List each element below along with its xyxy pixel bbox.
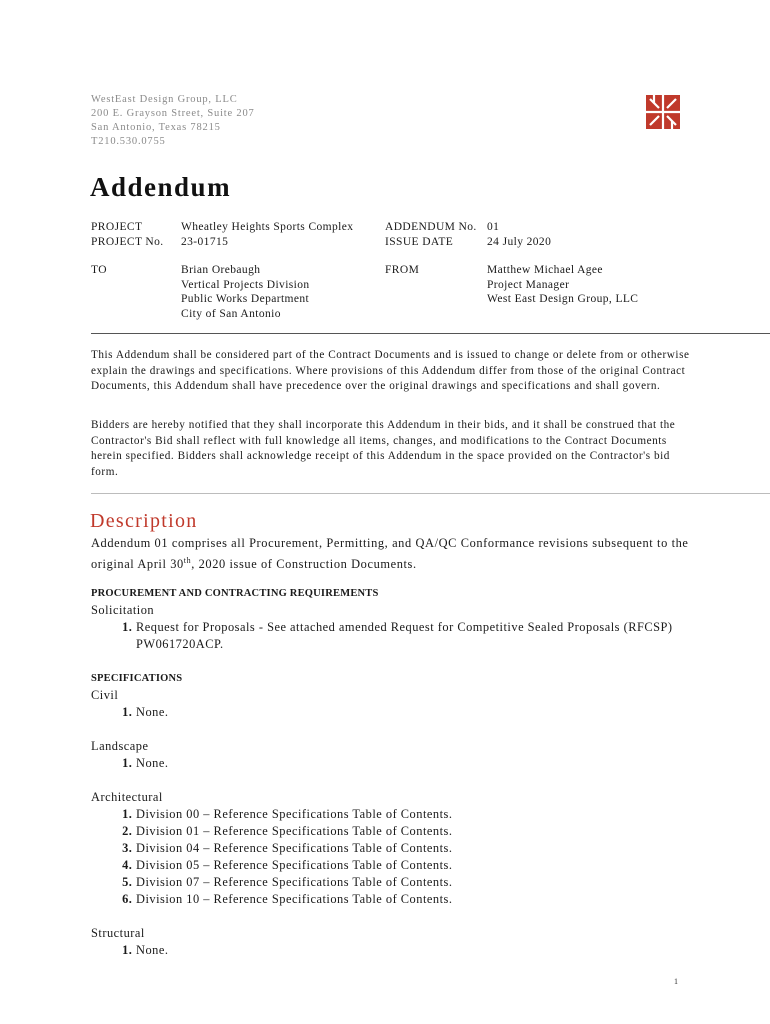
addendum-values [487,220,551,249]
project-label: PROJECT [91,221,143,233]
header-divider [91,333,770,334]
list-item: 3. Division 04 – Reference Specifications Table of Contents. [136,840,711,857]
procurement-heading: PROCUREMENT AND CONTRACTING REQUIREMENTS [91,588,379,599]
page-number: 1 [674,977,678,986]
civil-subheading: Civil [91,688,119,702]
description-title: Description [90,510,198,532]
architectural-subheading: Architectural [91,790,163,804]
civil-list [91,704,711,721]
from-line: Project Manager [487,278,570,291]
architectural-list [91,806,711,908]
westeast-logo-icon [646,95,680,129]
addendum-no-label: ADDENDUM No. [385,221,477,233]
list-item: 2. Division 01 – Reference Specifications Table of Contents. [136,823,711,840]
addendum-labels [385,220,477,249]
list-item: 1. None. [136,942,711,959]
addendum-body [91,585,711,959]
project-labels [91,220,164,249]
to-line: Public Works Department [181,293,310,305]
project-number: 23-01715 [181,235,229,248]
issue-date-label: ISSUE DATE [385,235,454,248]
solicitation-subheading: Solicitation [91,603,155,617]
to-line: Vertical Projects Division [181,278,310,291]
from-label: FROM [385,264,420,276]
intro-paragraph: Bidders are hereby notified that they shall incorporate this Addendum in their bids, and it shall be construed that the Contractor's Bid shall reflect with full knowledge all items, changes, and modifications to the Contract Documents herein specified. Bidders shall acknowledge receipt of this Addendum in the space provided on the Contractor's bid form. [91,419,676,478]
list-item: 1. None. [136,704,711,721]
from-line: West East Design Group, LLC [487,293,639,305]
solicitation-list [91,619,711,653]
list-item: 1. Division 00 – Reference Specifications Table of Contents. [136,806,711,823]
company-name: WestEast Design Group, LLC [91,94,238,105]
from-line: Matthew Michael Agee [487,264,603,276]
issue-date: 24 July 2020 [487,235,552,248]
specifications-heading: SPECIFICATIONS [91,673,183,684]
to-recipient [181,263,310,321]
project-no-label: PROJECT No. [91,235,164,248]
list-item: 1. None. [136,755,711,772]
section-divider [91,493,770,494]
description-intro [91,535,691,573]
list-item: 6. Division 10 – Reference Specifications Table of Contents. [136,891,711,908]
structural-subheading: Structural [91,926,145,940]
letterhead-address [91,93,255,149]
to-line: City of San Antonio [181,307,281,320]
project-values [181,220,353,249]
to-line: Brian Orebaugh [181,264,261,276]
phone-number: T210.530.0755 [91,136,166,147]
from-sender [487,263,638,307]
addendum-number: 01 [487,221,500,233]
landscape-list [91,755,711,772]
document-title: Addendum [90,172,232,202]
landscape-subheading: Landscape [91,739,149,753]
intro-paragraph: This Addendum shall be considered part of the Contract Documents and is issued to change or delete from or otherwise explain the drawings and specifications. Where provisions of this Addendum differ from those of the original Contract Documents, this Addendum shall have precedence over the original drawings and specifications and shall govern. [91,349,690,392]
structural-list [91,942,711,959]
description-text-end: , 2020 issue of Construction Documents. [191,557,417,572]
city-state-zip: San Antonio, Texas 78215 [91,122,221,133]
description-superscript: th [183,556,192,565]
street-address: 200 E. Grayson Street, Suite 207 [91,108,255,119]
project-name: Wheatley Heights Sports Complex [181,221,354,233]
list-item: 5. Division 07 – Reference Specifications Table of Contents. [136,874,711,891]
to-label: TO [91,264,107,276]
description-text: Addendum 01 comprises all Procurement, Permitting, and QA/QC Conformance revisions subsequent to the original April 30 [91,536,689,572]
list-item: 4. Division 05 – Reference Specifications Table of Contents. [136,857,711,874]
list-item: 1. Request for Proposals - See attached amended Request for Competitive Sealed Proposals (RFCSP) PW061720ACP. [136,619,711,653]
